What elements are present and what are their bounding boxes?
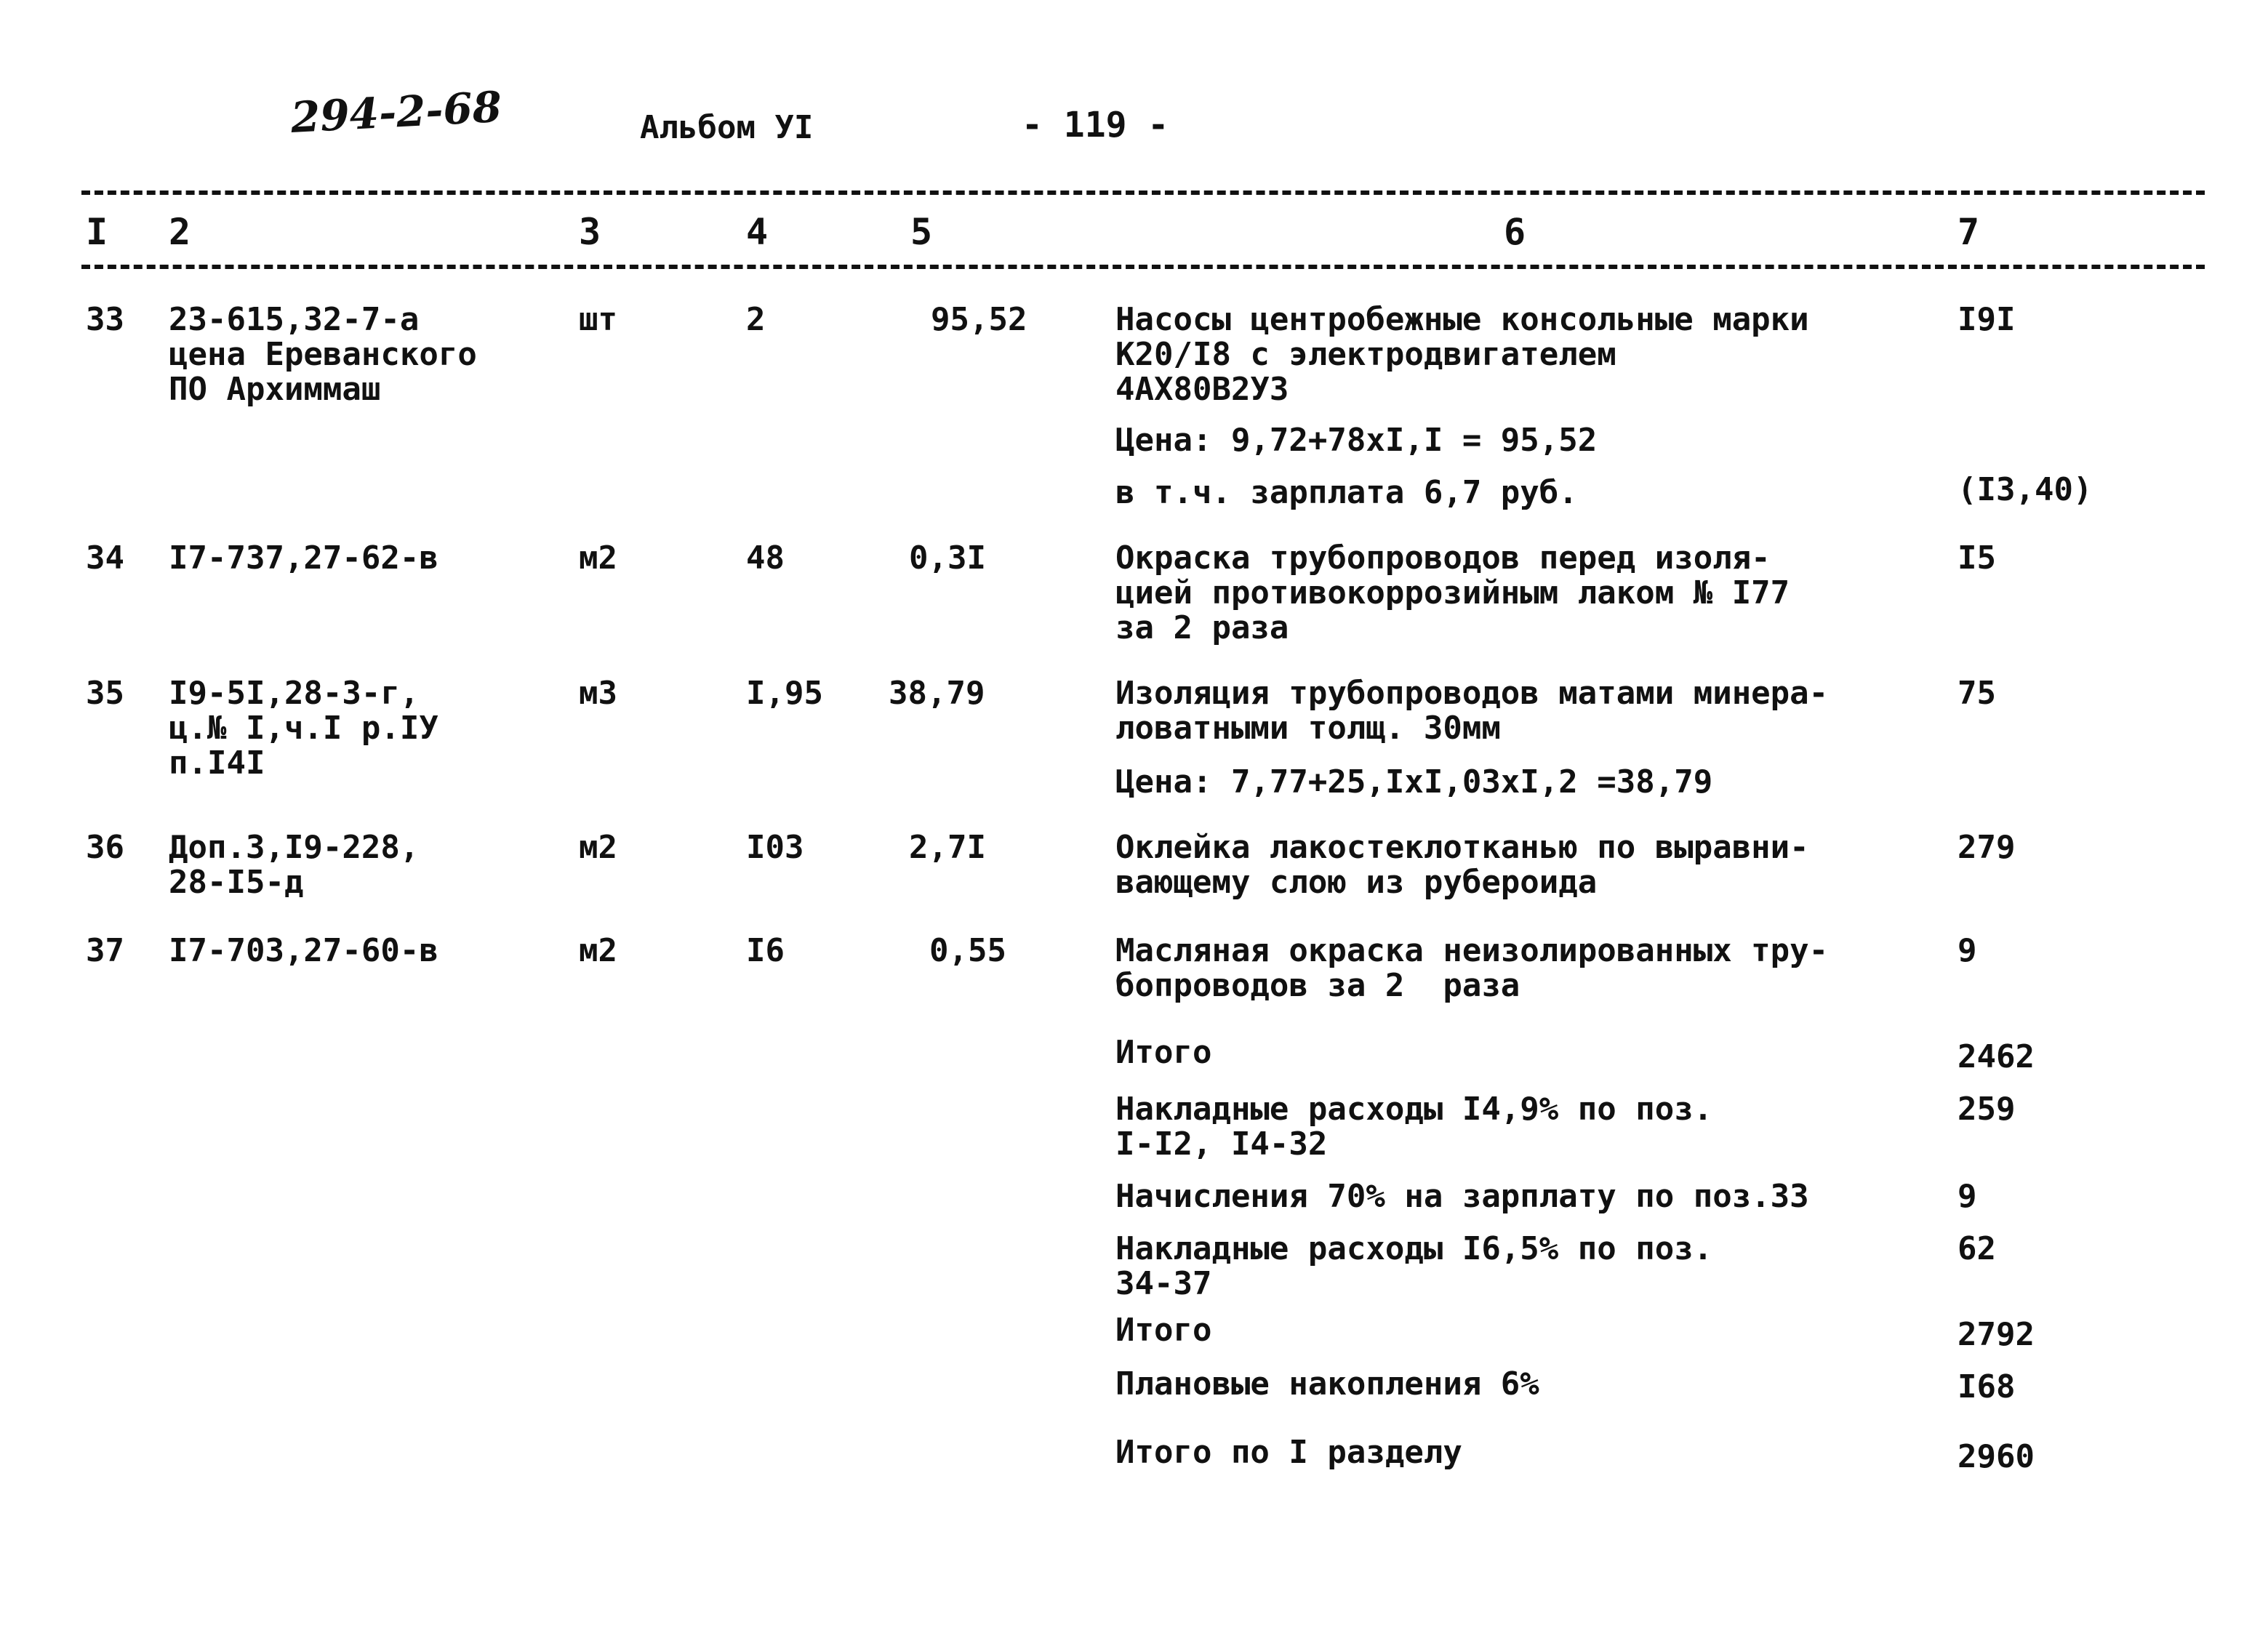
norm-code: I9-5I,28-3-г, ц.№ I,ч.I р.IУ п.I4I: [169, 675, 438, 782]
header-top-rule: [81, 190, 2205, 195]
total-cost: I9I: [1958, 301, 2016, 338]
unit-price: 95,52: [931, 301, 1027, 338]
summary-value: 2960: [1958, 1438, 2035, 1475]
salary-value: (I3,40): [1958, 471, 2093, 508]
summary-label: Накладные расходы I6,5% по поз. 34-37: [1115, 1230, 1713, 1302]
unit: шт: [579, 301, 617, 338]
position-number: 37: [86, 932, 124, 969]
header-bottom-rule: [81, 265, 2205, 269]
position-number: 33: [86, 301, 124, 338]
summary-label: Накладные расходы I4,9% по поз. I-I2, I4-32: [1115, 1091, 1713, 1163]
unit-price: 0,3I: [909, 539, 986, 577]
column-header-1: I: [86, 211, 108, 253]
summary-value: 9: [1958, 1178, 1977, 1215]
unit-price: 2,7I: [909, 829, 986, 866]
column-header-7: 7: [1958, 211, 1980, 253]
summary-label: Итого по I разделу: [1115, 1434, 1462, 1471]
salary-note: в т.ч. зарплата 6,7 руб.: [1115, 474, 1578, 511]
column-header-4: 4: [746, 211, 769, 253]
norm-code: Доп.3,I9-228, 28-I5-д: [169, 829, 420, 901]
work-description: Насосы центробежные консольные марки К20/I8 с электродвигателем 4АХ80В2УЗ: [1115, 301, 1809, 408]
work-description: Изоляция трубопроводов матами минера- ловатными толщ. 30мм: [1115, 675, 1829, 747]
quantity: I6: [746, 932, 785, 969]
work-description: Оклейка лакостеклотканью по выравни- вающему слою из рубероида: [1115, 829, 1809, 901]
document-code: 294-2-68: [289, 81, 503, 143]
price-note: Цена: 7,77+25,IхI,03хI,2 =38,79: [1115, 763, 1713, 801]
column-header-3: 3: [579, 211, 601, 253]
work-description: Масляная окраска неизолированных тру- бопроводов за 2 раза: [1115, 932, 1829, 1004]
quantity: 48: [746, 539, 785, 577]
unit: м2: [579, 829, 617, 866]
unit: м2: [579, 539, 617, 577]
norm-code: 23-615,32-7-а цена Ереванского ПО Архиммаш: [169, 301, 477, 408]
summary-value: 2792: [1958, 1316, 2035, 1353]
column-header-5: 5: [910, 211, 933, 253]
summary-label: Итого: [1115, 1034, 1212, 1071]
summary-label: Плановые накопления 6%: [1115, 1365, 1539, 1403]
page-number: - 119 -: [1022, 105, 1169, 145]
unit: м2: [579, 932, 617, 969]
position-number: 36: [86, 829, 124, 866]
unit-price: 0,55: [929, 932, 1006, 969]
total-cost: 9: [1958, 932, 1977, 969]
unit: м3: [579, 675, 617, 712]
total-cost: 279: [1958, 829, 2016, 866]
norm-code: I7-737,27-62-в: [169, 539, 438, 577]
column-header-6: 6: [1504, 211, 1526, 253]
position-number: 35: [86, 675, 124, 712]
total-cost: 75: [1958, 675, 1996, 712]
work-description: Окраска трубопроводов перед изоля- цией противокоррозийным лаком № I77 за 2 раза: [1115, 539, 1790, 646]
unit-price: 38,79: [889, 675, 985, 712]
summary-value: 2462: [1958, 1038, 2035, 1075]
quantity: I03: [746, 829, 804, 866]
column-header-2: 2: [169, 211, 191, 253]
total-cost: I5: [1958, 539, 1996, 577]
album-label: Альбом УI: [640, 109, 814, 146]
quantity: 2: [746, 301, 766, 338]
summary-value: I68: [1958, 1368, 2016, 1405]
summary-label: Итого: [1115, 1312, 1212, 1349]
norm-code: I7-703,27-60-в: [169, 932, 438, 969]
position-number: 34: [86, 539, 124, 577]
price-note: Цена: 9,72+78хI,I = 95,52: [1115, 422, 1598, 459]
summary-label: Начисления 70% на зарплату по поз.33: [1115, 1178, 1809, 1215]
summary-value: 259: [1958, 1091, 2016, 1128]
quantity: I,95: [746, 675, 823, 712]
summary-value: 62: [1958, 1230, 1996, 1267]
